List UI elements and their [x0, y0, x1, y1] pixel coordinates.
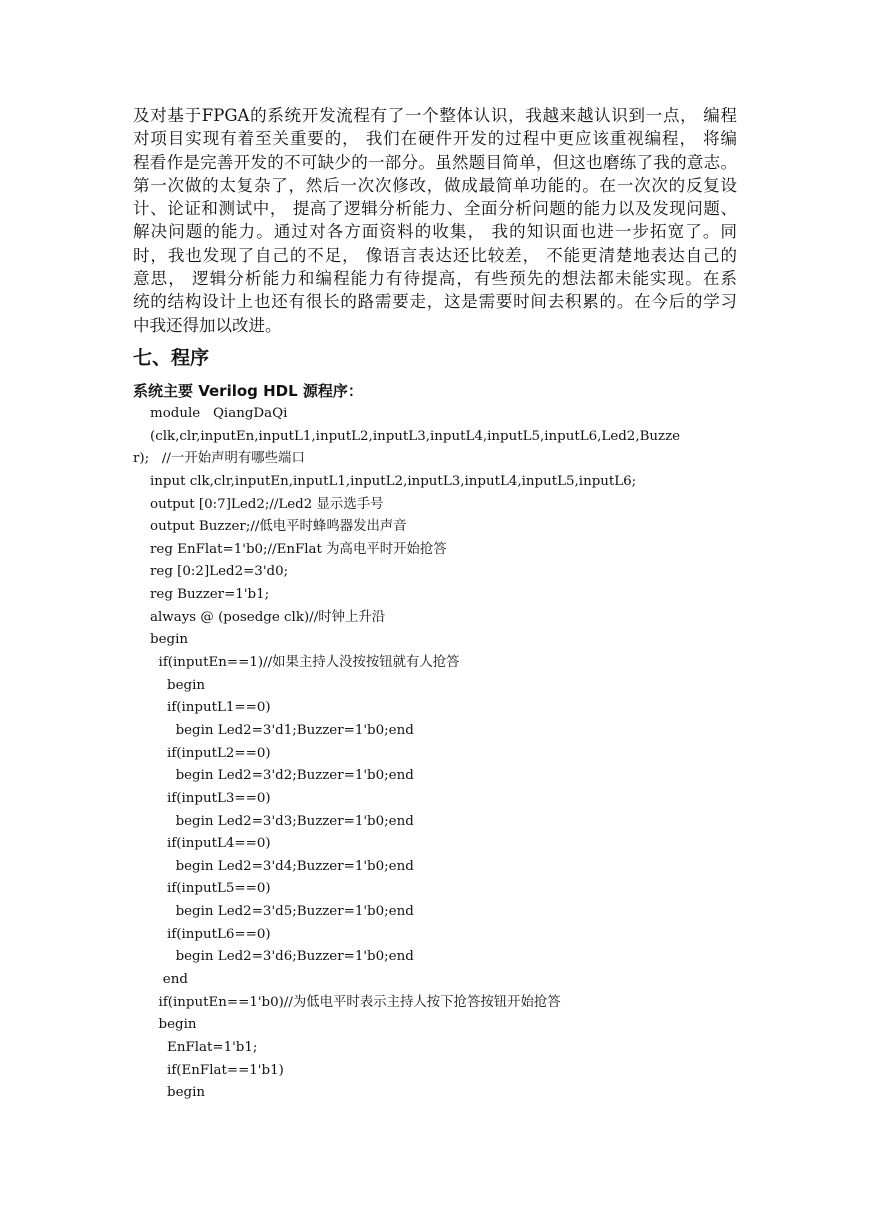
code-line: begin: [133, 1085, 206, 1101]
code-line: begin Led2=3'd1;Buzzer=1'b0;end: [133, 722, 414, 738]
paragraph-line: 程看作是完善开发的不可缺少的一部分。虽然题目简单，但这也磨练了我的意志。: [133, 152, 737, 172]
paragraph-line: 中我还得加以改进。: [133, 315, 282, 335]
code-line: (clk,clr,inputEn,inputL1,inputL2,inputL3,inputL4,inputL5,inputL6,Led2,Buzze: [133, 428, 681, 444]
code-line: EnFlat=1'b1;: [133, 1039, 258, 1055]
code-line: if(EnFlat==1'b1): [133, 1062, 284, 1078]
code-line: end: [133, 972, 188, 988]
paragraph-line: 计、论证和测试中， 提高了逻辑分析能力、全面分析问题的能力以及发现问题、: [133, 199, 737, 219]
section-title: 七、程序: [133, 347, 210, 369]
paragraph-line: 解决问题的能力。通过对各方面资料的收集， 我的知识面也进一步拓宽了。同: [133, 222, 737, 242]
code-line: if(inputEn==1)//如果主持人没按按钮就有人抢答: [133, 655, 460, 671]
code-line: begin Led2=3'd2;Buzzer=1'b0;end: [133, 768, 414, 784]
code-line: always @ (posedge clk)//时钟上升沿: [133, 609, 386, 625]
code-line: input clk,clr,inputEn,inputL1,inputL2,inputL3,inputL4,inputL5,inputL6;: [133, 473, 637, 489]
code-line: if(inputEn==1'b0)//为低电平时表示主持人按下抢答按钮开始抢答: [133, 994, 561, 1010]
paragraph-line: 时，我也发现了自己的不足， 像语言表达还比较差， 不能更清楚地表达自己的: [133, 245, 737, 265]
code-line: output Buzzer;//低电平时蜂鸣器发出声音: [133, 519, 407, 535]
code-line: reg Buzzer=1'b1;: [133, 587, 270, 603]
code-line: reg EnFlat=1'b0;//EnFlat 为高电平时开始抢答: [133, 541, 447, 557]
summary-paragraph: [133, 104, 737, 337]
code-line: begin: [133, 677, 206, 693]
paragraph-line: 第一次做的太复杂了，然后一次次修改，做成最简单功能的。在一次次的反复设: [133, 175, 737, 195]
code-line: r); //一开始声明有哪些端口: [133, 451, 305, 467]
code-line: module QiangDaQi: [133, 406, 288, 421]
code-line: if(inputL1==0): [133, 700, 271, 716]
code-line: if(inputL3==0): [133, 790, 271, 806]
code-line: begin Led2=3'd5;Buzzer=1'b0;end: [133, 904, 414, 920]
code-heading: 系统主要 Verilog HDL 源程序：: [133, 382, 363, 400]
code-block: [133, 403, 743, 1105]
code-line: if(inputL6==0): [133, 926, 271, 942]
code-line: begin Led2=3'd6;Buzzer=1'b0;end: [133, 949, 414, 965]
code-line: reg [0:2]Led2=3'd0;: [133, 564, 289, 580]
code-line: begin Led2=3'd3;Buzzer=1'b0;end: [133, 813, 414, 829]
code-line: if(inputL2==0): [133, 745, 271, 761]
code-line: if(inputL4==0): [133, 836, 271, 852]
paragraph-line: 统的结构设计上也还有很长的路需要走，这是需要时间去积累的。在今后的学习: [133, 292, 737, 312]
paragraph-line: 对项目实现有着至关重要的， 我们在硬件开发的过程中更应该重视编程， 将编: [133, 129, 737, 149]
code-line: output [0:7]Led2;//Led2 显示选手号: [133, 496, 384, 512]
code-line: begin Led2=3'd4;Buzzer=1'b0;end: [133, 858, 414, 874]
paragraph-line: 意思， 逻辑分析能力和编程能力有待提高，有些预先的想法都未能实现。在系: [133, 269, 737, 289]
code-line: if(inputL5==0): [133, 881, 271, 897]
code-line: begin: [133, 632, 189, 648]
code-line: begin: [133, 1017, 197, 1033]
paragraph-line: 及对基于FPGA的系统开发流程有了一个整体认识，我越来越认识到一点， 编程: [133, 106, 737, 125]
